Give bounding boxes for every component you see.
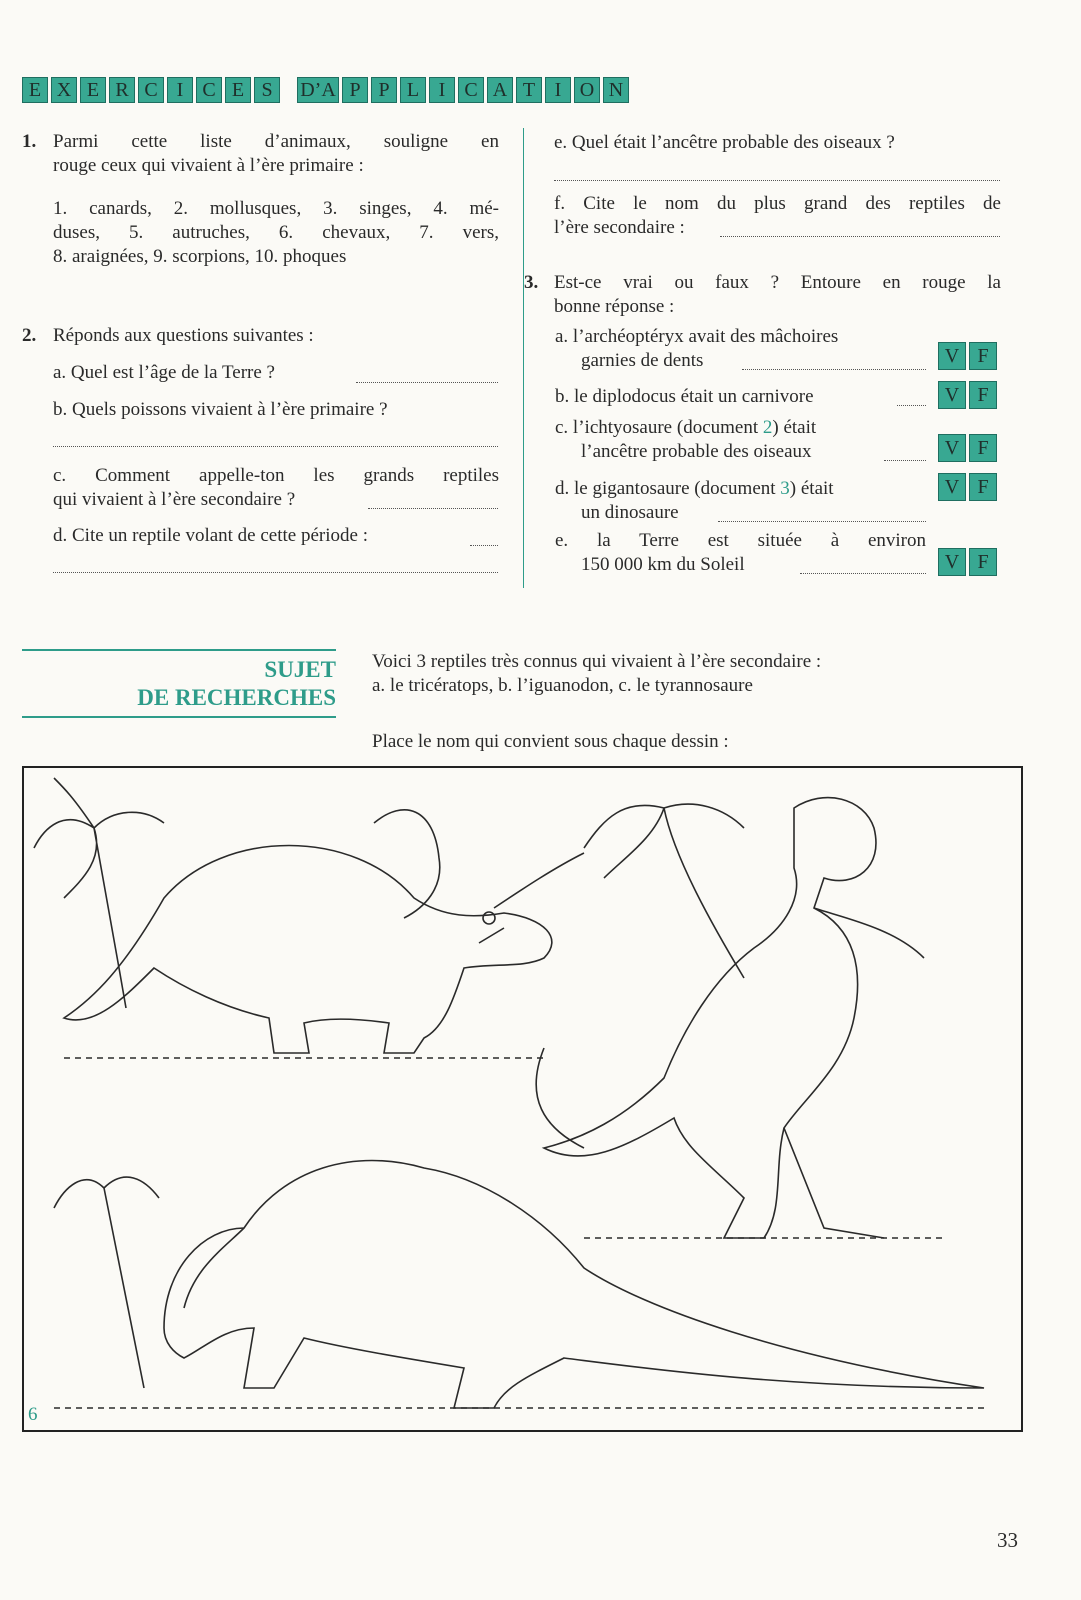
exercise-2-title: Réponds aux questions suivantes : — [53, 325, 314, 346]
exercise-1-line: rouge ceux qui vivaient à l’ère primaire : — [53, 155, 364, 176]
true-false-e — [938, 548, 1000, 576]
animal-list-line: duses, 5. autruches, 6. chevaux, 7. vers, — [53, 222, 499, 243]
true-box[interactable]: V — [938, 548, 966, 576]
statement-a: a. l’archéoptéryx avait des mâchoires — [555, 326, 839, 347]
question-c: c. Comment appelle-ton les grands reptiles — [53, 465, 499, 486]
column-divider — [523, 128, 524, 588]
true-box[interactable]: V — [938, 434, 966, 462]
header-letter: E — [22, 77, 48, 103]
research-title — [22, 656, 336, 712]
true-false-a — [938, 342, 1000, 370]
header-letter: N — [603, 77, 629, 103]
statement-e: e. la Terre est située à environ — [555, 530, 926, 551]
section-rule-bottom — [22, 716, 336, 718]
exercises-header — [22, 77, 646, 103]
exercise-1-line: Parmi cette liste d’animaux, souligne en — [53, 131, 499, 152]
figure-number: 6 — [28, 1404, 38, 1425]
header-letter: C — [196, 77, 222, 103]
question-a: a. Quel est l’âge de la Terre ? — [53, 362, 275, 383]
false-box[interactable]: F — [969, 548, 997, 576]
statement-a: garnies de dents — [581, 350, 704, 371]
header-letter: E — [80, 77, 106, 103]
true-box[interactable]: V — [938, 342, 966, 370]
true-box[interactable]: V — [938, 381, 966, 409]
dinosaur-drawing — [24, 768, 1021, 1430]
answer-line-d[interactable] — [470, 545, 498, 546]
header-letter: D’A — [297, 77, 339, 103]
statement-b: b. le diplodocus était un carnivore — [555, 386, 814, 407]
answer-line-f[interactable] — [720, 236, 1000, 237]
leader-dots — [742, 369, 926, 370]
question-c: qui vivaient à l’ère secondaire ? — [53, 489, 296, 510]
section-rule-top — [22, 649, 336, 651]
statement-d: d. le gigantosaure (document 3) était — [555, 478, 834, 499]
animal-list-line: 8. araignées, 9. scorpions, 10. phoques — [53, 246, 347, 267]
question-b: b. Quels poissons vivaient à l’ère primaire ? — [53, 399, 388, 420]
question-d: d. Cite un reptile volant de cette période : — [53, 525, 368, 546]
true-false-d — [938, 473, 1000, 501]
header-word-application — [297, 77, 632, 103]
header-letter: P — [342, 77, 368, 103]
header-letter: C — [458, 77, 484, 103]
page-number: 33 — [997, 1528, 1018, 1552]
true-false-b — [938, 381, 1000, 409]
false-box[interactable]: F — [969, 434, 997, 462]
exercise-3-number: 3. — [524, 272, 539, 293]
answer-line-b[interactable] — [53, 446, 498, 447]
leader-dots — [800, 573, 926, 574]
false-box[interactable]: F — [969, 342, 997, 370]
answer-line-d2[interactable] — [53, 572, 498, 573]
statement-e: 150 000 km du Soleil — [581, 554, 745, 575]
question-f: f. Cite le nom du plus grand des reptiles de — [554, 193, 1001, 214]
header-letter: C — [138, 77, 164, 103]
leader-dots — [897, 405, 926, 406]
header-letter: R — [109, 77, 135, 103]
header-letter: A — [487, 77, 513, 103]
dinosaur-illustration — [22, 766, 1023, 1432]
exercise-1-number: 1. — [22, 131, 37, 152]
research-instruction: Place le nom qui convient sous chaque dessin : — [372, 731, 729, 752]
leader-dots — [884, 460, 926, 461]
research-title-line: DE RECHERCHES — [137, 685, 336, 710]
question-f: l’ère secondaire : — [554, 217, 685, 238]
true-false-c — [938, 434, 1000, 462]
research-text: a. le tricératops, b. l’iguanodon, c. le tyrannosaure — [372, 675, 753, 696]
header-letter: E — [225, 77, 251, 103]
exercise-2-number: 2. — [22, 325, 37, 346]
false-box[interactable]: F — [969, 473, 997, 501]
exercise-3-line: bonne réponse : — [554, 296, 675, 317]
exercise-3-line: Est-ce vrai ou faux ? Entoure en rouge la — [554, 272, 1001, 293]
question-e: e. Quel était l’ancêtre probable des oiseaux ? — [554, 132, 895, 153]
research-text: Voici 3 reptiles très connus qui vivaient à l’ère secondaire : — [372, 651, 822, 672]
answer-line-c[interactable] — [368, 508, 498, 509]
header-word-exercices — [22, 77, 283, 103]
header-letter: L — [400, 77, 426, 103]
header-letter: I — [545, 77, 571, 103]
research-title-line: SUJET — [264, 657, 336, 682]
header-letter: X — [51, 77, 77, 103]
header-letter: I — [167, 77, 193, 103]
header-letter: I — [429, 77, 455, 103]
true-box[interactable]: V — [938, 473, 966, 501]
header-letter: T — [516, 77, 542, 103]
statement-d: un dinosaure — [581, 502, 679, 523]
leader-dots — [718, 521, 926, 522]
statement-c: c. l’ichtyosaure (document 2) était — [555, 417, 817, 438]
false-box[interactable]: F — [969, 381, 997, 409]
header-letter: O — [574, 77, 600, 103]
answer-line-e[interactable] — [554, 180, 1000, 181]
header-letter: P — [371, 77, 397, 103]
header-letter: S — [254, 77, 280, 103]
statement-c: l’ancêtre probable des oiseaux — [581, 441, 812, 462]
answer-line-a[interactable] — [356, 382, 498, 383]
animal-list-line: 1. canards, 2. mollusques, 3. singes, 4. mé- — [53, 198, 499, 219]
